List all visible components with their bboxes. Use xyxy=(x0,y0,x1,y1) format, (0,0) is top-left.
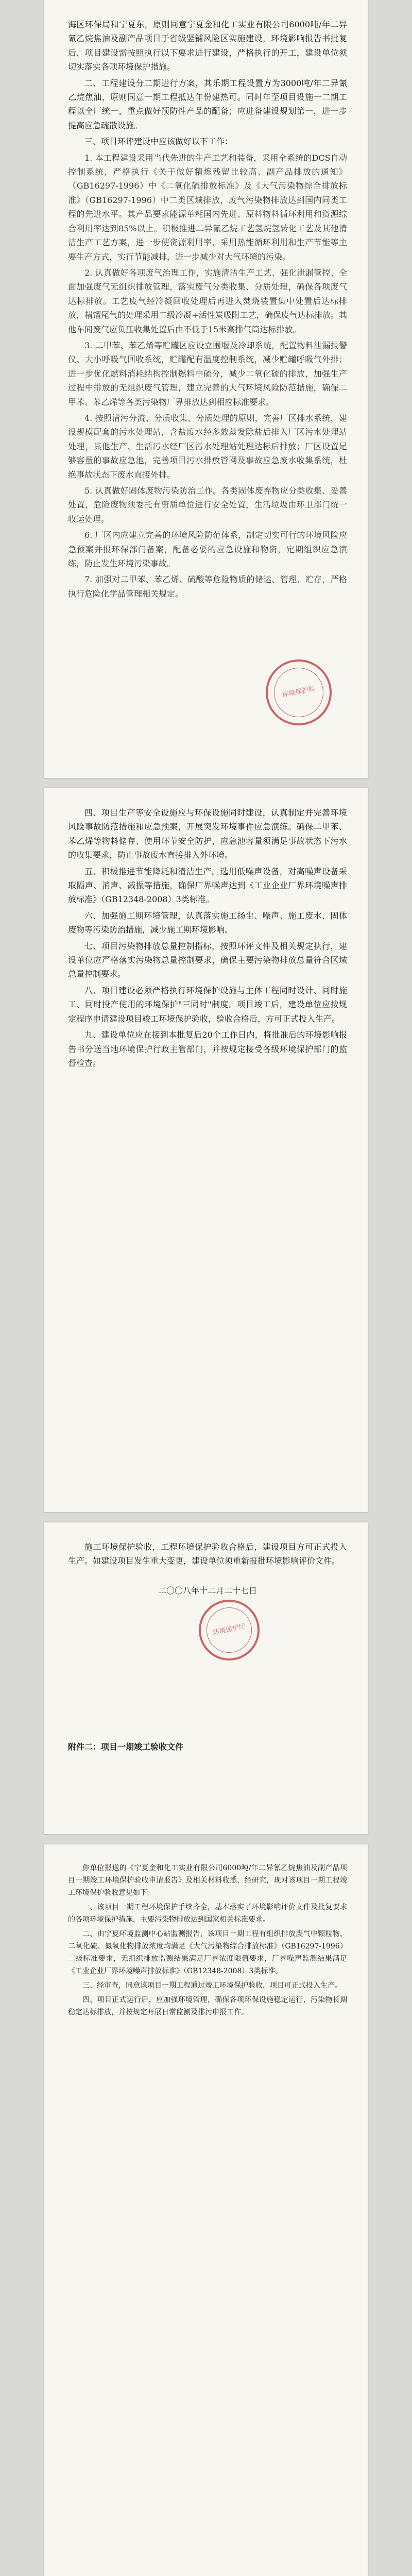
list-item: 6. 厂区内应建立完善的环境风险防范体系，制定切实可行的环境风险应急预案并报环保部门备案，配备必要的应急设施和物资，定期组织应急演练，防止发生环境污染事故。 xyxy=(68,530,347,569)
paragraph: 你单位报送的《宁夏金和化工实业有限公司6000吨/年二异氰乙烷焦油及副产品项目一期竣工环境保护验收申请报告》及相关材料收悉，经研究，现对该项目一期工程竣工环境保护验收意见如下： xyxy=(68,1864,347,1897)
document-page-4 xyxy=(44,1844,368,2576)
seal-text: 环境保护局 xyxy=(269,663,328,721)
document-page-1 xyxy=(44,0,368,778)
paragraph: 九、建设单位应在接到本批复后20个工作日内，将批准后的环境影响报告书分送当地环境保护行政主管部门，并按规定接受各级环境保护部门的监督检查。 xyxy=(68,1030,347,1068)
document-page-2 xyxy=(44,788,368,1512)
list-item: 2. 认真做好各项废气治理工作，实施清洁生产工艺、强化泄漏管控、全面加强废气无组织排放管理，落实废气分类收集、分质处理，确保各项废气达标排放。工艺废气经冷凝回收处理后再进入焚烧装置集中处置后达标排放，精馏尾气的处理采用二级冷凝+活性炭吸附工艺，确保废气达标排放。其他车间废气应负压收集处置后由不低于15米高排气筒达标排放。 xyxy=(68,267,347,334)
list-item: 5. 认真做好固体废物污染防治工作。各类固体废弃物应分类收集、妥善处置，危险废物须委托有资质单位进行安全处置，生活垃圾由环卫部门统一收运处理。 xyxy=(68,486,347,524)
list-item: 7. 加强对二甲苯、苯乙烯、硫酸等危险物质的储运、管理、贮存，严格执行危险化学品管理相关规定。 xyxy=(68,574,347,599)
list-item: 3. 二甲苯、苯乙烯等贮罐区应设立围堰及冷却系统，配置物料泄漏报警仪、大小呼吸气回收系统，贮罐配有温度控制系统，减少贮罐呼吸气外排；进一步优化燃料消耗结构控制燃料中硫分，减少二氧化硫的排放，加强生产过程中排放的无组织废气管理，建立完善的大气环境风险防范措施，确保二甲苯、苯乙烯等各类污染物厂界排放达到相应标准要求。 xyxy=(68,340,347,407)
paragraph: 四、项目生产等安全设施应与环保设施同时建设，认真制定并完善环境风险事故防范措施和应急预案，开展突发环境事件应急演练。确保二甲苯、苯乙烯等物料储存、使用环节安全防护，应急池容量须满足事故状态下污水的收集要求，防止事故废水直接排入外环境。 xyxy=(68,808,347,860)
seal-text: 环境保护厅 xyxy=(202,1603,256,1657)
paragraph: 海区环保局和宁夏东，原则同意宁夏金和化工实业有限公司6000吨/年二异氰乙烷焦油及副产品项目于省级竖铺风险区实施建设，环境影响报告书批复后，项目建设需按照执行以下要求进行建设，严格执行的开工，建设单位须切实落实各项环境保护措施。 xyxy=(68,20,347,72)
paragraph: 施工环境保护验收，工程环境保护验收合格后，建设项目方可正式投入生产。如建设项目发生重大变更，建设单位须重新报批环境影响评价文件。 xyxy=(68,1542,347,1566)
paragraph: 三、经审查，同意该项目一期工程通过竣工环境保护验收，项目可正式投入生产。 xyxy=(82,1981,342,1990)
paragraph: 二、工程建设分二期进行方案，其乐期工程设置方为3000吨/年二异氰乙烷焦油，原则同意一期工程抵达年份建热可。同时年至项目设施一二期工程以全厂统一，重点做好预防性产品的配备；应进备建设规划第一，进一步提高应急疏散设施。 xyxy=(68,78,347,130)
paragraph: 一、该项目一期工程环境保护手续齐全，基本落实了环境影响评价文件及批复要求的各项环境保护措施，主要污染物排放达到国家相关标准要求。 xyxy=(68,1903,347,1924)
document-page-3 xyxy=(44,1522,368,1834)
paragraph: 七、项目污染物排放总量控制指标，按照环评文件及相关规定执行，建设单位应严格落实污染物总量控制要求，确保主要污染物排放总量符合区域总量控制要求。 xyxy=(68,941,347,979)
document-date: 二〇〇八年十二月二十七日 xyxy=(158,1585,257,1596)
attachment-title: 附件二：项目一期竣工验收文件 xyxy=(68,1742,184,1752)
paragraph: 六、加强施工期环境管理，认真落实施工扬尘、噪声、施工废水、固体废物等污染防治措施，减少施工期环境影响。 xyxy=(68,910,347,935)
paragraph: 四、项目正式运行后，应加强环境管理，确保各项环保设施稳定运行，污染物长期稳定达标排放，并按规定开展日常监测及排污申报工作。 xyxy=(68,1996,347,2016)
paragraph: 五、积极推进节能降耗和清洁生产。选用低噪声设备，对高噪声设备采取隔声、消声、减振等措施，确保厂界噪声达到《工业企业厂界环境噪声排放标准》（GB12348-2008）3类标准。 xyxy=(68,866,347,905)
list-item: 1. 本工程建设采用当代先进的生产工艺和装备，采用全系统的DCS自动控制系统，严格执行《关于做好精炼残留比较高、副产品排放的通知》（GB16297-1996）中《二氧化硫排放标准》及《大气污染物综合排放标准》（GB16297-1996）中二类区域排放，废气污染物排放达到国内同类工程的先进水平。其产品要求能源单耗国内先进、原料物料循环利用和资源综合利用率达到85%以上。积极推进二异氰乙烷工艺氢烷氢转化工艺及其他清洁生产工艺方案，进一步使资源利用率、采用热能循环利用和生产节能等主要生产方式，实行节能减排，进一步减少对大气环境的污染。 xyxy=(68,152,347,262)
paragraph: 三、项目环评建设中应该做好以下工作： xyxy=(84,137,233,147)
list-item: 4. 按照清污分流、分质收集、分质处理的原则，完善厂区排水系统，建设规模配套的污水处理站，含盐废水经多效蒸发除盐后排入厂区污水处理站处理，其他生产、生活污水经厂区污水处理站处理达标后排放；厂区设置足够容量的事故应急池，完善项目污水排放管网及事故应急废水收集系统，杜绝事故状态下废水直接外排。 xyxy=(68,413,347,480)
paragraph: 二、由宁夏环境监测中心站监测报告，该项目一期工程有组织排放废气中颗粒物、二氧化硫、氮氧化物排放浓度均满足《大气污染物综合排放标准》（GB16297-1996）二级标准要求，无组织排放监测结果满足厂界浓度限值要求，厂界噪声监测结果满足《工业企业厂界环境噪声排放标准》（GB12348-2008）3类标准。 xyxy=(68,1930,347,1975)
paragraph: 八、项目建设必须严格执行环境保护设施与主体工程同时设计、同时施工、同时投产使用的环境保护"三同时"制度。项目竣工后，建设单位应按规定程序申请建设项目竣工环境保护验收，验收合格后，方可正式投入生产。 xyxy=(68,985,347,1024)
official-seal-icon xyxy=(260,653,338,732)
